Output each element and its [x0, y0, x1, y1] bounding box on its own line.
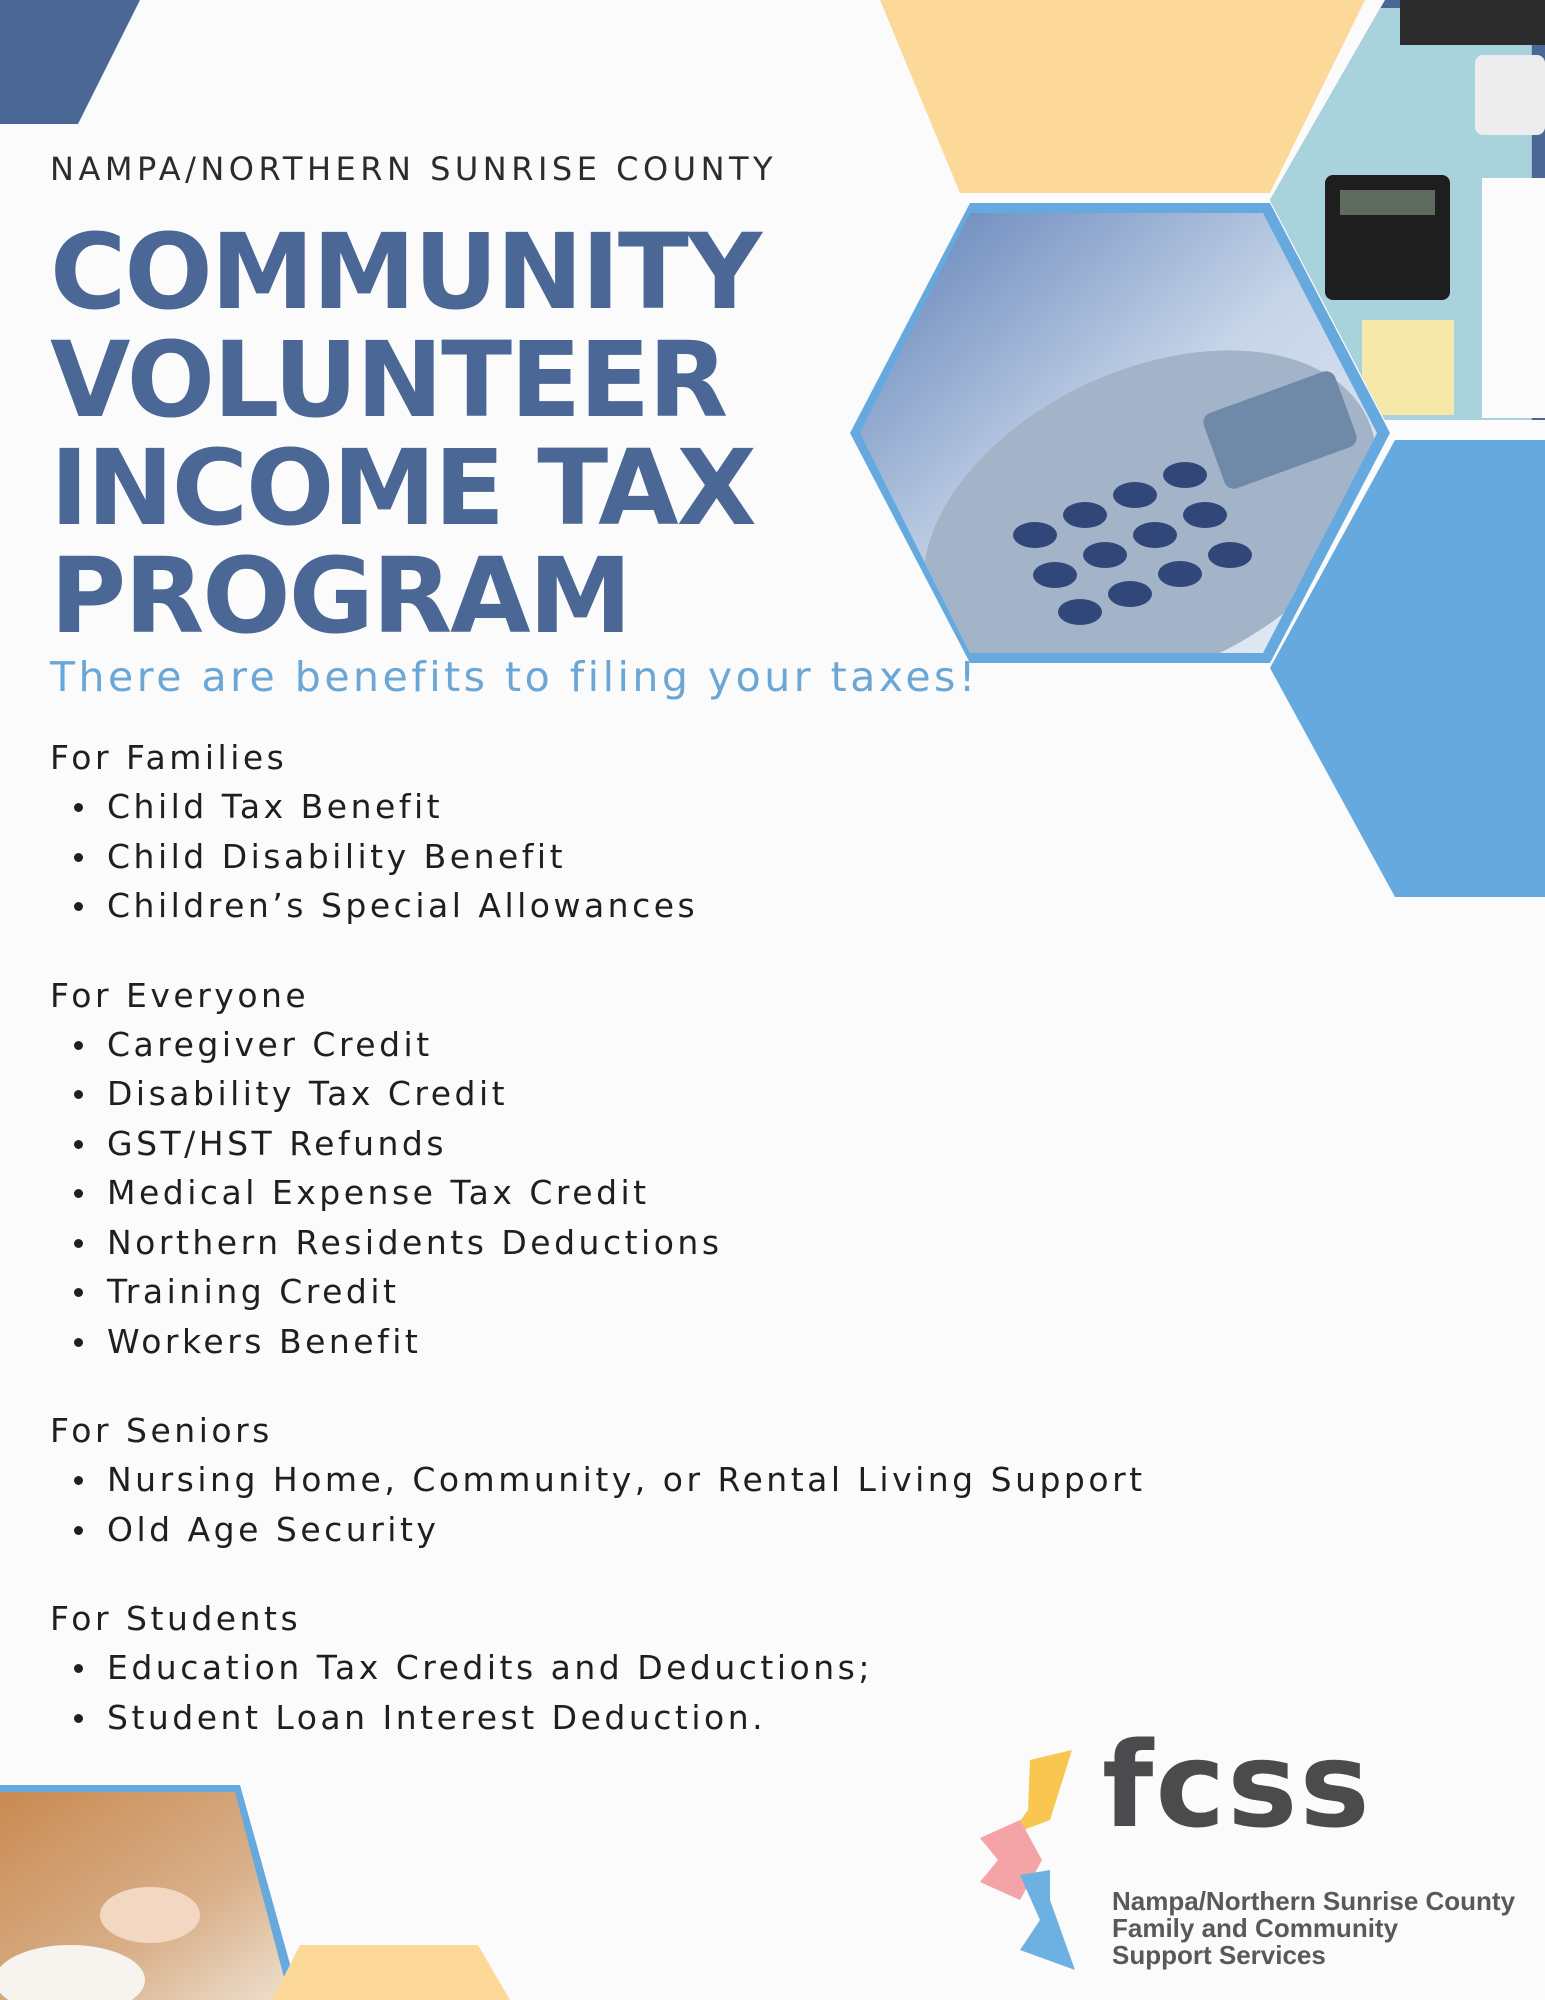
- benefit-items: [50, 1455, 1150, 1554]
- benefit-item: Training Credit: [50, 1267, 1150, 1317]
- org-name-line: Support Services: [1112, 1940, 1326, 1970]
- benefits-list: [50, 733, 1150, 1782]
- benefit-items: [50, 1020, 1150, 1367]
- benefit-item: Nursing Home, Community, or Rental Living Support: [50, 1455, 1150, 1505]
- corner-accent: [0, 0, 140, 124]
- title-line: VOLUNTEER: [50, 319, 727, 441]
- benefit-item: Education Tax Credits and Deductions;: [50, 1643, 1150, 1693]
- group-heading: For Families: [50, 738, 288, 777]
- title-line: INCOME TAX: [50, 427, 755, 549]
- benefit-item: Child Tax Benefit: [50, 782, 1150, 832]
- benefit-item: Old Age Security: [50, 1505, 1150, 1555]
- group-heading: For Everyone: [50, 975, 310, 1015]
- benefit-group-families: [50, 733, 1150, 931]
- fcss-logo-mark-icon: [980, 1750, 1090, 1980]
- title-line: COMMUNITY: [50, 211, 761, 333]
- benefit-item: Medical Expense Tax Credit: [50, 1168, 1150, 1218]
- org-name-line: Nampa/Northern Sunrise County: [1112, 1886, 1516, 1916]
- page-title: [50, 211, 761, 657]
- benefit-item: Child Disability Benefit: [50, 832, 1150, 882]
- county-eyebrow: NAMPA/NORTHERN SUNRISE COUNTY: [50, 150, 778, 188]
- group-heading: For Seniors: [50, 1411, 273, 1450]
- benefit-items: [50, 1643, 1150, 1742]
- org-name-line: Family and Community: [1112, 1913, 1399, 1943]
- benefit-item: Disability Tax Credit: [50, 1069, 1150, 1119]
- benefit-group-students: [50, 1594, 1150, 1742]
- benefit-item: Children’s Special Allowances: [50, 881, 1150, 931]
- benefit-item: Student Loan Interest Deduction.: [50, 1693, 1150, 1743]
- benefit-item: Northern Residents Deductions: [50, 1218, 1150, 1268]
- benefit-group-everyone: [50, 971, 1150, 1367]
- benefit-items: [50, 782, 1150, 931]
- benefit-item: GST/HST Refunds: [50, 1119, 1150, 1169]
- fcss-logo: [980, 1716, 1520, 1980]
- tagline: There are benefits to filing your taxes!: [50, 653, 979, 701]
- title-line: PROGRAM: [50, 535, 631, 657]
- benefit-group-seniors: [50, 1406, 1150, 1554]
- benefit-item: Workers Benefit: [50, 1317, 1150, 1367]
- group-heading: For Students: [50, 1599, 302, 1638]
- benefit-item: Caregiver Credit: [50, 1020, 1150, 1070]
- fcss-wordmark: fcss: [1102, 1716, 1372, 1854]
- laptop-typing-photo: [0, 1785, 300, 2000]
- peach-hexagon-bottom: [272, 1945, 510, 2000]
